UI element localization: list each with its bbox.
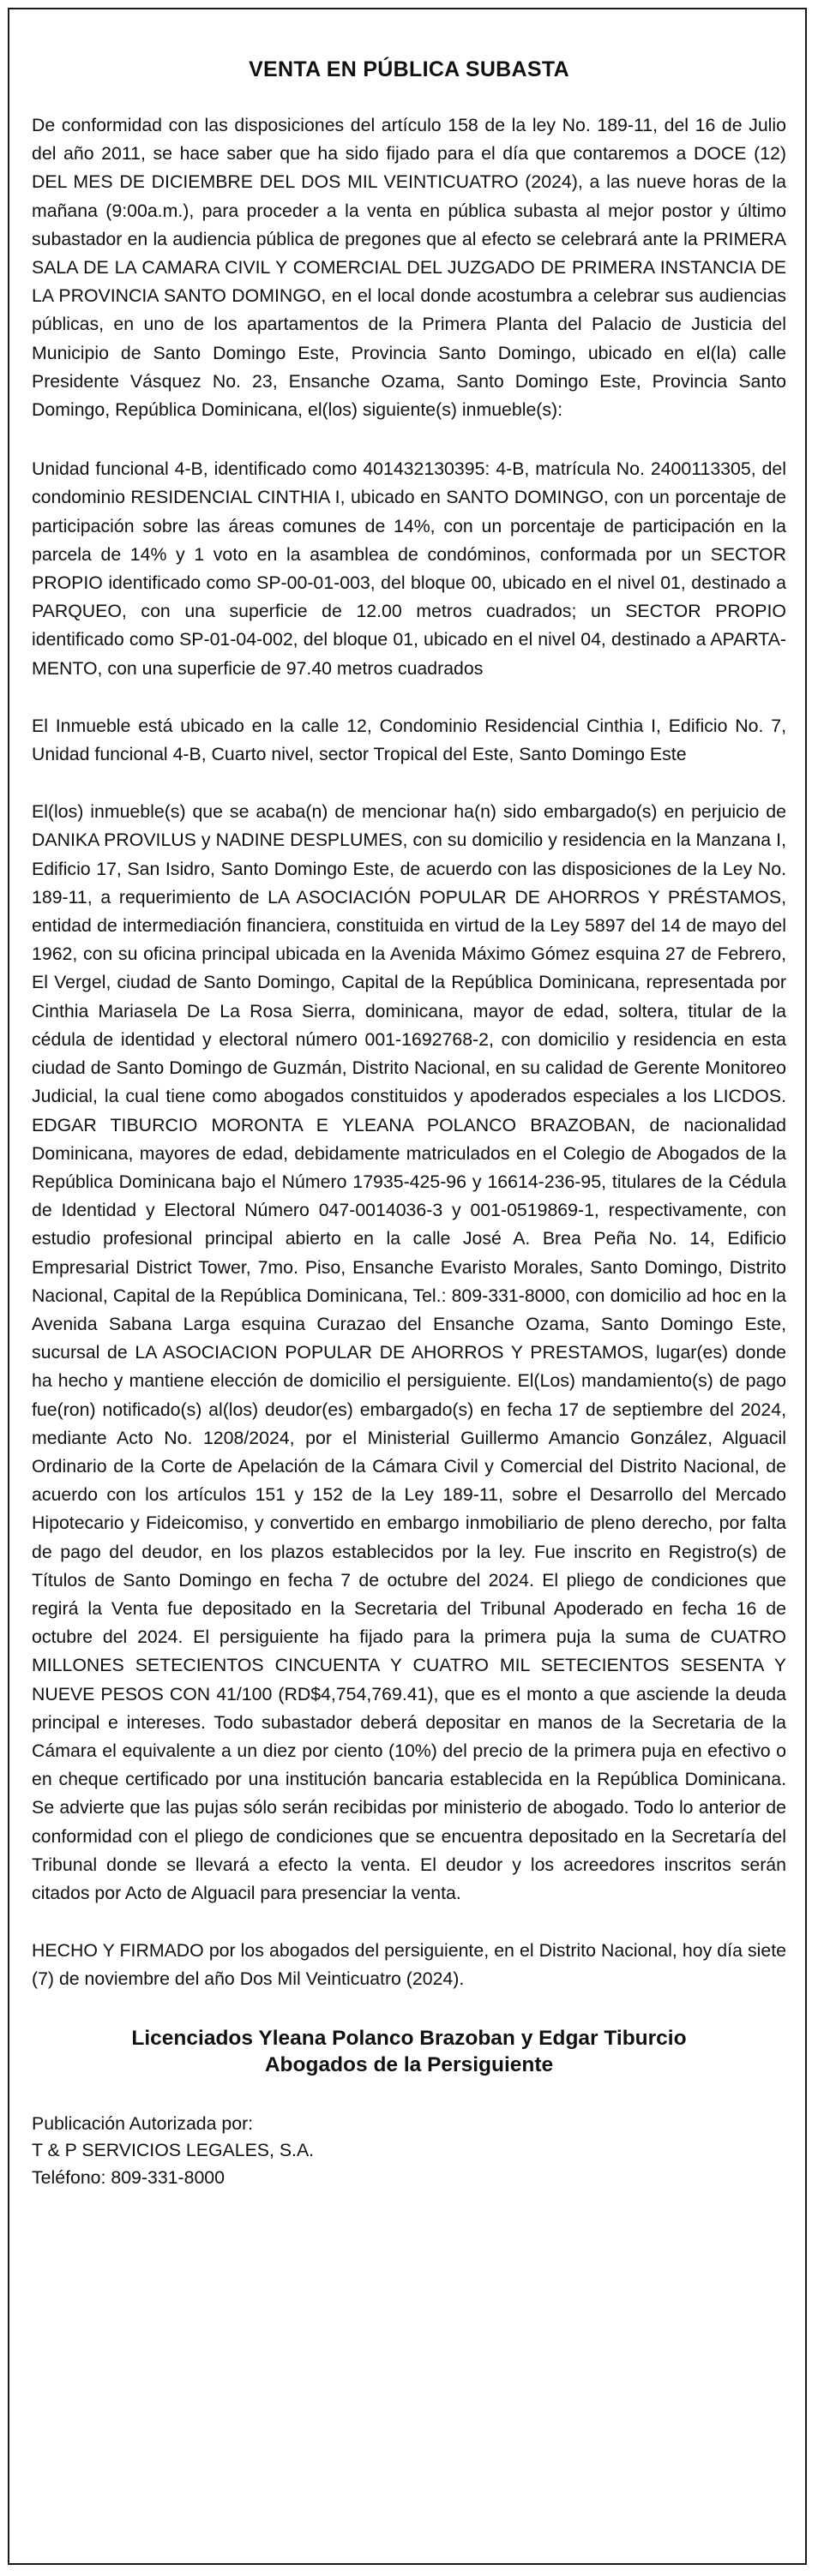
publication-label: Publicación Autorizada por: bbox=[32, 2112, 254, 2134]
signature-names: Licenciados Yleana Polanco Brazoban y Edgar Tiburcio bbox=[131, 2026, 687, 2050]
signature-role: Abogados de la Persiguiente bbox=[264, 2052, 554, 2076]
signature-block bbox=[32, 2025, 786, 2078]
notice-title: VENTA EN PÚBLICA SUBASTA bbox=[249, 57, 569, 81]
paragraph-auction-announcement: De conformidad con las disposiciones del artículo 158 de la ley No. 189-11, del 16 de Julio del año 2011, se hace saber que ha sido fijado para el día que contaremos a DOCE (12) DEL MES DE DICIEMBRE DEL DOS MIL VEINTICUATRO (2024), a las nueve horas de la mañana (9:00a.m.), para proceder a la venta en pública subasta al mejor postor y último subastador en la audiencia pública de pregones que al efecto se celebrará ante la PRIMERA SALA DE LA CAMARA CIVIL Y COMERCIAL DEL JUZGADO DE PRIMERA INSTANCIA DE LA PROVINCIA SANTO DOMINGO, en el local donde acostumbra a celebrar sus audiencias públicas, en uno de los apartamentos de la Primera Planta del Palacio de Justicia del Municipio de Santo Domingo Este, Provincia Santo Domingo, ubicado en el(la) calle Presidente Vásquez No. 23, Ensanche Ozama, Santo Domingo Este, Provincia Santo Domingo, República Dominicana, el(los) siguiente(s) inmueble(s): bbox=[32, 115, 786, 421]
paragraph-property-description: Unidad funcional 4-B, identificado como 401432130395: 4-B, matrícula No. 2400113305, del condominio RESIDENCIAL CINTHIA I, ubicado en SANTO DOMINGO, con un porcentaje de participación sobre las áreas comunes de 14%, con un porcentaje de participación en la parcela de 14% y 1 voto en la asamblea de condóminos, conformada por un SECTOR PROPIO identificado como SP-00-01-003, del bloque 00, ubicado en el nivel 01, destinado a PARQUEO, con una superficie de 12.00 metros cuadrados; un SECTOR PROPIO identificado como SP-01-04-002, del bloque 01, ubicado en el nivel 04, destinado a APARTAMENTO, con una superficie de 97.40 metros cuadrados bbox=[32, 458, 786, 679]
publication-info bbox=[32, 2111, 786, 2192]
paragraph-property-location: El Inmueble está ubicado en la calle 12, Condominio Residencial Cinthia I, Edificio No. 7, Unidad funcional 4-B, Cuarto nivel, sector Tropical del Este, Santo Domingo Este bbox=[32, 715, 786, 765]
publication-phone: Teléfono: 809-331-8000 bbox=[32, 2166, 225, 2188]
publication-company: T & P SERVICIOS LEGALES, S.A. bbox=[32, 2140, 315, 2161]
legal-notice-box bbox=[8, 8, 807, 2565]
paragraph-signed-statement: HECHO Y FIRMADO por los abogados del persiguiente, en el Distrito Nacional, hoy día siete (7) de noviembre del año Dos Mil Veinticuatro (2024). bbox=[32, 1940, 786, 1990]
notice-content bbox=[32, 33, 786, 2191]
paragraph-seizure-details: El(los) inmueble(s) que se acaba(n) de mencionar ha(n) sido embargado(s) en perjuicio de DANIKA PROVILUS y NADINE DESPLUMES, con su domicilio y residencia en la Manzana I, Edificio 17, San Isidro, Santo Domingo Este, de acuerdo con las disposiciones de la Ley No. 189-11, a requerimiento de LA ASOCIACIÓN POPULAR DE AHORROS Y PRÉSTAMOS, entidad de intermediación financiera, constituida en virtud de la Ley 5897 del 14 de mayo del 1962, con su oficina principal ubicada en la Avenida Máximo Gómez esquina 27 de Febrero, El Vergel, ciudad de Santo Domingo, Capital de la República Dominicana, representada por Cinthia Mariasela De La Rosa Sierra, dominicana, mayor de edad, soltera, titular de la cédula de identidad y electoral número 001-1692768-2, con domicilio y residencia en esta ciudad de Santo Domingo de Guzmán, Distrito Nacional, en su calidad de Gerente Monitoreo Judicial, la cual tiene como abogados constituidos y apoderados especiales a los LICDOS. EDGAR TIBURCIO MORONTA E YLEANA POLANCO BRAZOBAN, de nacionalidad Dominicana, mayores de edad, debidamente matriculados en el Colegio de Abogados de la República Dominicana bajo el Número 17935-425-96 y 16614-236-95, titulares de la Cédula de Identidad y Electoral Número 047-0014036-3 y 001-0519869-1, respectivamente, con estudio profesional principal abierto en la calle José A. Brea Peña No. 14, Edificio Empresarial District Tower, 7mo. Piso, Ensanche Evaristo Morales, Santo Domingo, Distrito Nacional, Capital de la República Dominicana, Tel.: 809-331-8000, con domicilio ad hoc en la Avenida Sabana Larga esquina Curazao del Ensanche Ozama, Santo Domingo Este, sucursal de LA ASOCIACION POPULAR DE AHORROS Y PRESTAMOS, lugar(es) donde ha hecho y mantiene elección de domicilio el persiguiente. El(Los) mandamiento(s) de pago fue(ron) notificado(s) al(los) deudor(es) embargado(s) en fecha 17 de septiembre del 2024, mediante Acto No. 1208/2024, por el Ministerial Guillermo Amancio González, Alguacil Ordinario de la Corte de Apelación de la Cámara Civil y Comercial del Distrito Nacional, de acuerdo con los artículos 151 y 152 de la Ley 189-11, sobre el Desarrollo del Mercado Hipotecario y Fideicomiso, y convertido en embargo inmobiliario de pleno derecho, por falta de pago del deudor, en los plazos establecidos por la ley. Fue inscrito en Registro(s) de Títulos de Santo Domingo en fecha 7 de octubre del 2024. El pliego de condiciones que regirá la Venta fue depositado en la Secretaria del Tribunal Apoderado en fecha 16 de octubre del 2024. El persiguiente ha fijado para la primera puja la suma de CUATRO MILLONES SETECIENTOS CINCUENTA Y CUATRO MIL SETECIENTOS SESENTA Y NUEVE PESOS CON 41/100 (RD$4,754,769.41), que es el monto a que asciende la deuda principal e intereses. Todo subastador deberá depositar en manos de la Secretaria de la Cámara el equivalente a un diez por ciento (10%) del precio de la primera puja en efectivo o en cheque certificado por una institución bancaria establecida en la República Dominicana. Se advierte que las pujas sólo serán recibidas por ministerio de abogado. Todo lo anterior de conformidad con el pliego de condiciones que se encuentra depositado en la Secretaría del Tribunal donde se llevará a efecto la venta. El deudor y los acreedores inscritos serán citados por Acto de Alguacil para presenciar la venta. bbox=[32, 801, 786, 1903]
